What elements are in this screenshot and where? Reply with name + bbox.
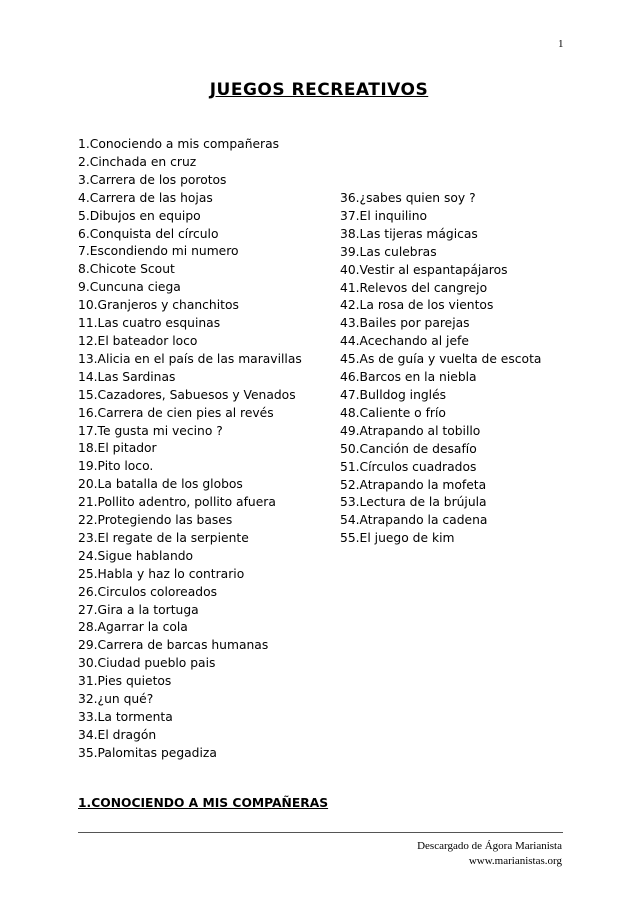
list-item: 20.La batalla de los globos (78, 477, 243, 492)
list-item: 43.Bailes por parejas (340, 316, 470, 331)
list-item: 38.Las tijeras mágicas (340, 226, 478, 241)
list-item: 52.Atrapando la mofeta (340, 477, 487, 492)
list-item: 23.El regate de la serpiente (78, 530, 249, 545)
list-item: 37.El inquilino (340, 208, 428, 223)
games-list-right (340, 190, 541, 548)
list-item: 2.Cinchada en cruz (78, 154, 197, 169)
list-item: 22.Protegiendo las bases (78, 513, 233, 528)
list-item: 5.Dibujos en equipo (78, 208, 201, 223)
list-item: 17.Te gusta mi vecino ? (78, 423, 223, 438)
list-item: 50.Canción de desafío (340, 441, 477, 456)
list-item: 28.Agarrar la cola (78, 620, 188, 635)
list-item: 10.Granjeros y chanchitos (78, 298, 239, 313)
list-item: 19.Pito loco. (78, 459, 154, 474)
list-item: 21.Pollito adentro, pollito afuera (78, 495, 276, 510)
list-item: 53.Lectura de la brújula (340, 495, 487, 510)
list-item: 25.Habla y haz lo contrario (78, 566, 245, 581)
list-item: 39.Las culebras (340, 244, 437, 259)
list-item: 16.Carrera de cien pies al revés (78, 405, 274, 420)
list-item: 51.Círculos cuadrados (340, 459, 477, 474)
list-item: 42.La rosa de los vientos (340, 298, 494, 313)
list-item: 14.Las Sardinas (78, 369, 176, 384)
list-item: 13.Alicia en el país de las maravillas (78, 351, 302, 366)
list-item: 46.Barcos en la niebla (340, 370, 477, 385)
list-item: 6.Conquista del círculo (78, 226, 219, 241)
footer-source: Descargado de Ágora Marianista (417, 840, 562, 852)
list-item: 11.Las cuatro esquinas (78, 316, 221, 331)
list-item: 4.Carrera de las hojas (78, 190, 213, 205)
list-item: 54.Atrapando la cadena (340, 513, 488, 528)
list-item: 48.Caliente o frío (340, 405, 446, 420)
list-item: 9.Cuncuna ciega (78, 280, 181, 295)
section-heading: 1.CONOCIENDO A MIS COMPAÑERAS (78, 796, 329, 810)
list-item: 3.Carrera de los porotos (78, 172, 227, 187)
list-item: 26.Circulos coloreados (78, 584, 218, 599)
list-item: 27.Gira a la tortuga (78, 602, 199, 617)
page-number: 1 (558, 38, 564, 50)
list-item: 8.Chicote Scout (78, 262, 175, 277)
footer (417, 839, 562, 869)
list-item: 30.Ciudad pueblo pais (78, 656, 216, 671)
list-item: 24.Sigue hablando (78, 548, 194, 563)
list-item: 15.Cazadores, Sabuesos y Venados (78, 387, 296, 402)
list-item: 1.Conociendo a mis compañeras (78, 137, 280, 151)
list-item: 49.Atrapando al tobillo (340, 423, 481, 438)
list-item: 18.El pitador (78, 441, 157, 456)
list-item: 29.Carrera de barcas humanas (78, 638, 269, 653)
list-item: 40.Vestir al espantapájaros (340, 262, 508, 277)
list-item: 44.Acechando al jefe (340, 334, 469, 349)
list-item: 55.El juego de kim (340, 531, 455, 546)
list-item: 31.Pies quietos (78, 674, 172, 689)
list-item: 7.Escondiendo mi numero (78, 244, 239, 259)
list-item: 12.El bateador loco (78, 333, 198, 348)
list-item: 36.¿sabes quien soy ? (340, 191, 476, 205)
list-item: 32.¿un qué? (78, 692, 154, 707)
list-item: 35.Palomitas pegadiza (78, 745, 217, 760)
page-title: JUEGOS RECREATIVOS (209, 80, 429, 100)
list-item: 33.La tormenta (78, 710, 173, 724)
list-item: 45.As de guía y vuelta de escota (340, 352, 542, 367)
list-item: 34.El dragón (78, 727, 157, 742)
list-item: 47.Bulldog inglés (340, 387, 447, 402)
games-list-left (78, 136, 302, 763)
list-item: 41.Relevos del cangrejo (340, 280, 488, 295)
footer-website: www.marianistas.org (468, 855, 562, 867)
footer-divider (78, 832, 563, 833)
